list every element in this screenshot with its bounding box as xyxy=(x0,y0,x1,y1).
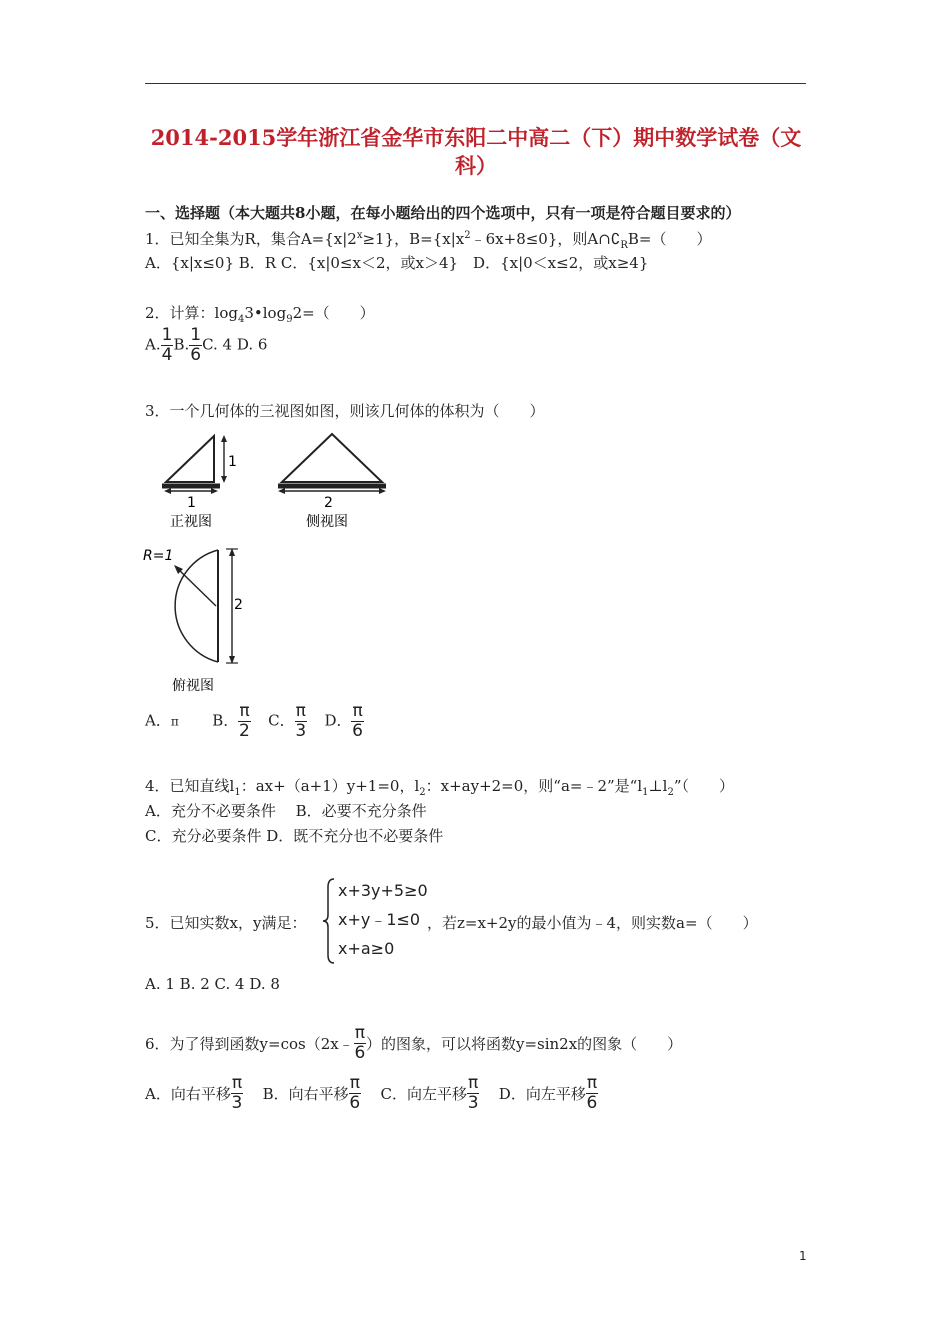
q4-sub-4: 2 xyxy=(667,787,674,798)
front-height-arrow-top xyxy=(221,435,227,442)
page-title: 2014-2015学年浙江省金华市东阳二中高二（下）期中数学试卷（文科） xyxy=(150,125,802,178)
q2-option-b: B. xyxy=(173,335,190,354)
q3-frac-b-den: 2 xyxy=(239,721,250,741)
q5-constraint-2: x+y﹣1≤0 xyxy=(338,910,421,929)
q5-brace-path xyxy=(323,879,334,963)
three-view-figure-bottom xyxy=(140,540,260,700)
q4-text-e: ”（ ） xyxy=(673,777,734,795)
front-width-arrow-right xyxy=(211,488,218,494)
front-height-arrow-bottom xyxy=(221,476,227,483)
q1-text-b: ≥1}，B={x|x xyxy=(362,230,465,248)
q2-option-cd: C. 4 D. 6 xyxy=(202,335,268,354)
q6-frac-a-den: 3 xyxy=(231,1093,243,1113)
q1-text-d: B=（ ） xyxy=(627,230,712,248)
page-number: 1 xyxy=(799,1249,807,1263)
q3-option-d: D． xyxy=(324,711,352,730)
q5-constraint-3: x+a≥0 xyxy=(338,939,395,958)
q6-frac-a-num: π xyxy=(231,1073,243,1093)
q2-text-a: 2．计算：log xyxy=(145,304,238,322)
q1-sup-x: x xyxy=(356,230,363,241)
q6-frac-b-den: 6 xyxy=(349,1093,361,1113)
q1-text-a: 1．已知全集为R，集合A={x|2 xyxy=(145,230,357,248)
front-width-label: 1 xyxy=(187,495,196,511)
q4-text-b: ：ax+（a+1）y+1=0，l xyxy=(240,777,420,795)
top-view-radius-line xyxy=(177,568,216,606)
q6-frac-c-den: 3 xyxy=(467,1093,479,1113)
question-5-options: A. 1 B. 2 C. 4 D. 8 xyxy=(145,975,280,993)
q3-option-a-value: π xyxy=(170,714,179,729)
front-view-label: 正视图 xyxy=(170,514,212,530)
q2-frac-b-den: 6 xyxy=(190,345,202,365)
q1-sub-r: R xyxy=(620,240,628,251)
q6-frac-stem xyxy=(354,1024,366,1063)
q6-frac-b-num: π xyxy=(349,1073,360,1093)
q6-frac-stem-den: 6 xyxy=(354,1043,366,1063)
q3-frac-d-num: π xyxy=(352,701,363,721)
front-height-label: 1 xyxy=(228,454,237,470)
q6-frac-b xyxy=(349,1074,361,1113)
q6-frac-c xyxy=(467,1074,479,1113)
side-width-label: 2 xyxy=(324,495,333,511)
question-4-options-1: A．充分不必要条件 B．必要不充分条件 xyxy=(145,802,427,820)
side-view-triangle xyxy=(282,434,382,482)
three-view-figure-top xyxy=(150,430,410,540)
q4-sub-3: 1 xyxy=(642,787,649,798)
q2-sub-9: 9 xyxy=(286,314,293,325)
header-rule xyxy=(145,83,806,84)
q4-sub-2: 2 xyxy=(419,787,426,798)
q3-frac-b xyxy=(238,702,250,741)
question-5-stem-pre: 5．已知实数x，y满足： xyxy=(145,914,307,932)
q2-frac-a xyxy=(161,326,174,365)
q2-frac-a-num: 1 xyxy=(161,325,173,345)
q5-brace xyxy=(322,877,336,965)
q3-option-a: A． xyxy=(145,711,171,730)
top-view-semicircle xyxy=(175,550,218,662)
q6-option-c: C．向左平移 xyxy=(380,1085,467,1103)
q6-frac-d-den: 6 xyxy=(586,1093,598,1113)
question-1-options: A．{x|x≤0} B．R C．{x|0≤x＜2，或x＞4} D．{x|0＜x≤2，或x≥4} xyxy=(145,254,649,272)
q4-text-c: ：x+ay+2=0，则“a=﹣2”是“l xyxy=(425,777,643,795)
q2-frac-a-den: 4 xyxy=(161,345,173,365)
question-6-options xyxy=(145,1074,598,1113)
question-3-stem: 3．一个几何体的三视图如图，则该几何体的体积为（ ） xyxy=(145,402,545,420)
q6-frac-a xyxy=(231,1074,243,1113)
q3-frac-c xyxy=(295,702,307,741)
q2-frac-b-num: 1 xyxy=(190,325,202,345)
question-2-options xyxy=(145,326,267,365)
section-heading: 一、选择题（本大题共8小题，在每小题给出的四个选项中，只有一项是符合题目要求的） xyxy=(145,204,741,222)
q2-frac-b xyxy=(189,326,202,365)
q3-frac-d-den: 6 xyxy=(352,721,363,741)
q2-option-a: A. xyxy=(145,335,161,354)
q5-constraint-1: x+3y+5≥0 xyxy=(338,881,428,900)
q2-text-c: 2=（ ） xyxy=(292,304,375,322)
question-5-stem-end: ，若z=x+2y的最小值为﹣4，则实数a=（ ） xyxy=(427,914,758,932)
q1-text-c: ﹣6x+8≤0}，则A∩∁ xyxy=(470,230,621,248)
top-view-label: 俯视图 xyxy=(172,678,214,694)
q6-frac-d xyxy=(586,1074,598,1113)
side-width-arrow-right xyxy=(379,488,386,494)
front-view-triangle xyxy=(166,436,214,482)
side-view-label: 侧视图 xyxy=(306,514,348,530)
q3-frac-b-num: π xyxy=(239,701,250,721)
top-radius-label: R=1 xyxy=(143,548,174,564)
q4-text-a: 4．已知直线l xyxy=(145,777,235,795)
q5-system xyxy=(338,876,428,963)
q2-sub-4: 4 xyxy=(237,314,245,325)
q3-frac-c-num: π xyxy=(295,701,306,721)
q6-option-a: A．向右平移 xyxy=(145,1085,231,1103)
q3-option-b: B． xyxy=(212,711,239,730)
q3-frac-d xyxy=(351,702,363,741)
q6-option-d: D．向左平移 xyxy=(498,1085,586,1103)
q6-frac-stem-num: π xyxy=(354,1023,365,1043)
q3-option-c: C． xyxy=(268,711,295,730)
q1-sup-2: 2 xyxy=(464,230,471,241)
q3-frac-c-den: 3 xyxy=(295,721,307,741)
question-1-stem xyxy=(145,228,711,251)
q6-text-a: 6．为了得到函数y=cos（2x﹣ xyxy=(145,1035,354,1053)
q4-sub-1: 1 xyxy=(234,787,241,798)
q6-frac-c-num: π xyxy=(467,1073,479,1093)
top-height-label: 2 xyxy=(234,597,243,613)
q6-text-b: ）的图象，可以将函数y=sin2x的图象（ ） xyxy=(365,1035,683,1053)
q4-text-d: ⊥l xyxy=(648,777,668,795)
question-3-options xyxy=(145,702,364,741)
q6-frac-d-num: π xyxy=(586,1073,598,1093)
side-width-arrow-left xyxy=(278,488,285,494)
q6-option-b: B．向右平移 xyxy=(262,1085,349,1103)
question-2-stem xyxy=(145,302,375,325)
q2-text-b: 3•log xyxy=(244,304,287,322)
question-4-stem xyxy=(145,775,734,798)
question-4-options-2: C．充分必要条件 D．既不充分也不必要条件 xyxy=(145,827,444,845)
question-6-stem xyxy=(145,1024,682,1063)
front-width-arrow-left xyxy=(164,488,171,494)
